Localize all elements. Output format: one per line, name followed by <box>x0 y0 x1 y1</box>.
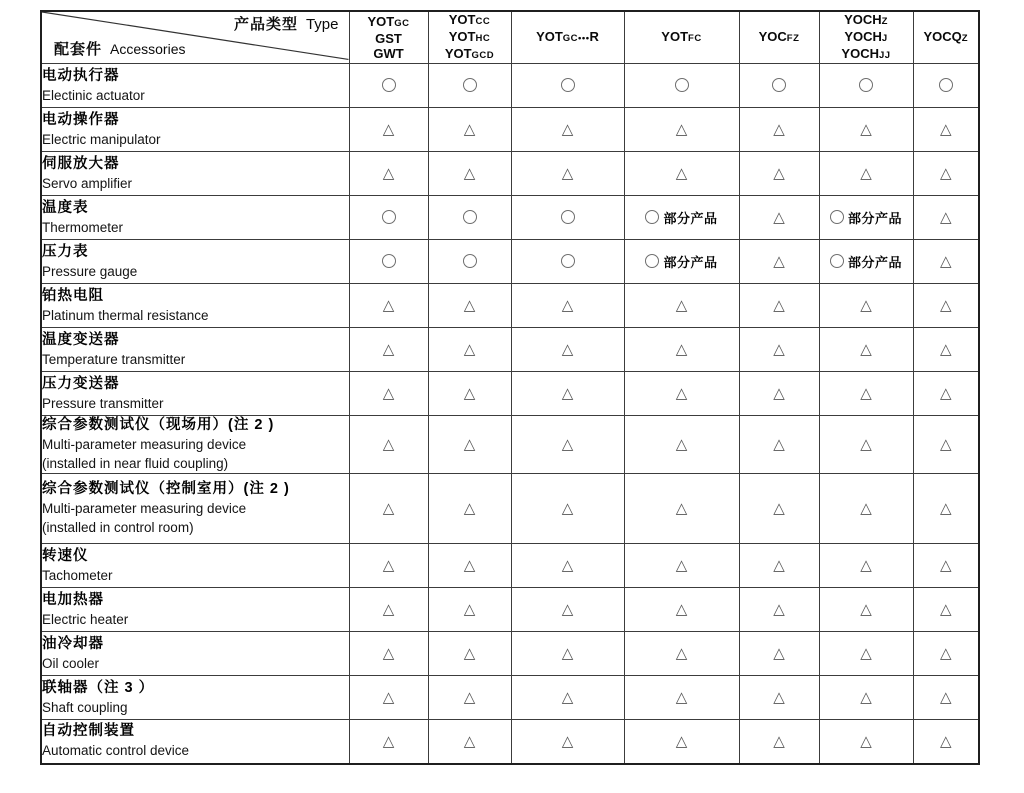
triangle-symbol-cell <box>739 632 819 676</box>
triangle-symbol-cell <box>428 108 511 152</box>
triangle-icon: △ <box>860 557 872 574</box>
circle-symbol-cell <box>349 196 428 240</box>
triangle-symbol-cell <box>913 474 979 544</box>
triangle-symbol-cell <box>624 632 739 676</box>
triangle-symbol-cell <box>739 588 819 632</box>
triangle-icon: △ <box>561 500 574 517</box>
triangle-icon: △ <box>773 436 785 453</box>
header-row <box>41 11 979 64</box>
triangle-symbol-cell <box>349 152 428 196</box>
triangle-symbol-cell <box>511 632 624 676</box>
triangle-symbol-cell <box>511 284 624 328</box>
triangle-icon: △ <box>561 557 574 574</box>
triangle-icon: △ <box>463 557 476 574</box>
triangle-icon: △ <box>561 121 574 138</box>
table-row <box>41 720 979 764</box>
triangle-symbol-cell <box>624 416 739 474</box>
triangle-symbol-cell <box>511 108 624 152</box>
circle-icon <box>645 254 659 268</box>
triangle-symbol-cell <box>428 632 511 676</box>
triangle-icon: △ <box>939 341 952 358</box>
table-row <box>41 474 979 544</box>
table-row <box>41 676 979 720</box>
triangle-icon: △ <box>939 121 952 138</box>
triangle-symbol-cell <box>819 720 913 764</box>
circle-symbol-cell <box>428 64 511 108</box>
triangle-icon: △ <box>939 165 952 182</box>
circle-icon <box>561 78 575 92</box>
triangle-icon: △ <box>675 601 688 618</box>
triangle-icon: △ <box>382 121 395 138</box>
circle-icon <box>939 78 953 92</box>
column-header-yocqz: YOCQZ <box>913 11 979 64</box>
triangle-symbol-cell <box>349 328 428 372</box>
triangle-symbol-cell <box>739 372 819 416</box>
triangle-icon: △ <box>382 341 395 358</box>
triangle-icon: △ <box>463 165 476 182</box>
triangle-symbol-cell <box>913 544 979 588</box>
triangle-icon: △ <box>463 385 476 402</box>
triangle-icon: △ <box>561 297 574 314</box>
triangle-symbol-cell <box>511 474 624 544</box>
triangle-symbol-cell <box>624 328 739 372</box>
column-header-yocfz: YOCFZ <box>739 11 819 64</box>
table-row <box>41 372 979 416</box>
triangle-icon: △ <box>773 385 785 402</box>
triangle-icon: △ <box>463 436 476 453</box>
triangle-symbol-cell <box>913 372 979 416</box>
triangle-symbol-cell <box>428 544 511 588</box>
triangle-icon: △ <box>675 341 688 358</box>
triangle-icon: △ <box>561 436 574 453</box>
triangle-icon: △ <box>463 341 476 358</box>
triangle-symbol-cell <box>913 676 979 720</box>
triangle-symbol-cell <box>624 544 739 588</box>
triangle-symbol-cell <box>739 240 819 284</box>
triangle-symbol-cell <box>739 416 819 474</box>
row-label: 电动操作器 Electric manipulator <box>41 108 349 152</box>
triangle-symbol-cell <box>819 328 913 372</box>
circle-icon <box>772 78 786 92</box>
triangle-icon: △ <box>860 165 872 182</box>
triangle-icon: △ <box>382 645 395 662</box>
triangle-symbol-cell <box>349 676 428 720</box>
triangle-symbol-cell <box>819 588 913 632</box>
circle-symbol-cell <box>739 64 819 108</box>
circle-partial-product-cell <box>819 240 913 284</box>
triangle-icon: △ <box>860 732 872 750</box>
triangle-symbol-cell <box>349 720 428 764</box>
triangle-symbol-cell <box>511 720 624 764</box>
partial-product-label: 部分产品 <box>663 211 718 226</box>
triangle-icon: △ <box>860 436 872 453</box>
column-header-yotgc-r: YOTGC•••R <box>511 11 624 64</box>
triangle-symbol-cell <box>349 632 428 676</box>
circle-symbol-cell <box>913 64 979 108</box>
triangle-icon: △ <box>939 253 952 270</box>
triangle-symbol-cell <box>428 676 511 720</box>
triangle-symbol-cell <box>428 152 511 196</box>
triangle-symbol-cell <box>511 372 624 416</box>
circle-symbol-cell <box>511 64 624 108</box>
triangle-icon: △ <box>463 500 476 517</box>
triangle-icon: △ <box>382 436 395 453</box>
table-row <box>41 64 979 108</box>
triangle-symbol-cell <box>428 284 511 328</box>
table-row <box>41 416 979 474</box>
triangle-symbol-cell <box>913 416 979 474</box>
triangle-symbol-cell <box>819 372 913 416</box>
triangle-icon: △ <box>675 121 688 138</box>
triangle-icon: △ <box>675 436 688 453</box>
triangle-symbol-cell <box>913 152 979 196</box>
triangle-symbol-cell <box>739 152 819 196</box>
triangle-symbol-cell <box>511 328 624 372</box>
row-label: 压力表 Pressure gauge <box>41 240 349 284</box>
triangle-symbol-cell <box>913 108 979 152</box>
triangle-icon: △ <box>939 557 952 574</box>
triangle-symbol-cell <box>349 474 428 544</box>
row-label: 综合参数测试仪（现场用）(注 2 ) Multi-parameter measuring device (installed in near fluid coupling) <box>41 416 349 474</box>
corner-label-accessories: 配套件 Accessories <box>54 41 186 58</box>
circle-symbol-cell <box>624 64 739 108</box>
triangle-icon: △ <box>860 385 872 402</box>
circle-icon <box>830 210 844 224</box>
triangle-icon: △ <box>382 557 395 574</box>
circle-partial-product-cell <box>624 240 739 284</box>
triangle-symbol-cell <box>428 720 511 764</box>
triangle-icon: △ <box>675 297 688 314</box>
triangle-icon: △ <box>773 253 785 270</box>
triangle-symbol-cell <box>428 372 511 416</box>
column-header-yochz-yochj-yochjj: YOCHZ YOCHJ YOCHJJ <box>819 11 913 64</box>
table-body <box>41 64 979 764</box>
triangle-symbol-cell <box>739 108 819 152</box>
circle-icon <box>463 254 477 268</box>
triangle-symbol-cell <box>349 372 428 416</box>
triangle-icon: △ <box>561 601 574 618</box>
corner-label-product-type: 产品类型 Type <box>233 16 339 33</box>
triangle-icon: △ <box>675 165 688 182</box>
triangle-symbol-cell <box>511 544 624 588</box>
triangle-icon: △ <box>382 732 395 750</box>
circle-icon <box>859 78 873 92</box>
circle-icon <box>463 210 477 224</box>
triangle-icon: △ <box>382 297 395 314</box>
triangle-icon: △ <box>561 165 574 182</box>
row-label: 温度表 Thermometer <box>41 196 349 240</box>
triangle-icon: △ <box>773 645 785 662</box>
triangle-symbol-cell <box>624 676 739 720</box>
triangle-symbol-cell <box>624 372 739 416</box>
triangle-icon: △ <box>561 385 574 402</box>
table-row <box>41 284 979 328</box>
table-row <box>41 108 979 152</box>
triangle-symbol-cell <box>739 676 819 720</box>
triangle-icon: △ <box>561 341 574 358</box>
circle-icon <box>561 210 575 224</box>
triangle-symbol-cell <box>913 588 979 632</box>
triangle-icon: △ <box>463 601 476 618</box>
triangle-icon: △ <box>939 385 952 402</box>
partial-product-label: 部分产品 <box>847 255 902 270</box>
triangle-symbol-cell <box>739 284 819 328</box>
row-label: 转速仪 Tachometer <box>41 544 349 588</box>
triangle-symbol-cell <box>739 720 819 764</box>
triangle-icon: △ <box>860 645 872 662</box>
circle-icon <box>382 254 396 268</box>
triangle-icon: △ <box>860 689 872 706</box>
triangle-icon: △ <box>773 500 785 517</box>
circle-partial-product-cell <box>819 196 913 240</box>
triangle-symbol-cell <box>428 474 511 544</box>
triangle-icon: △ <box>773 297 785 314</box>
row-label: 铂热电阻 Platinum thermal resistance <box>41 284 349 328</box>
triangle-symbol-cell <box>819 544 913 588</box>
triangle-icon: △ <box>773 601 785 618</box>
circle-partial-product-cell <box>624 196 739 240</box>
triangle-symbol-cell <box>624 474 739 544</box>
triangle-icon: △ <box>939 645 952 662</box>
triangle-icon: △ <box>860 297 872 314</box>
partial-product-label: 部分产品 <box>847 211 902 226</box>
triangle-icon: △ <box>382 385 395 402</box>
triangle-symbol-cell <box>819 416 913 474</box>
triangle-icon: △ <box>463 121 476 138</box>
triangle-icon: △ <box>939 689 952 706</box>
table-row <box>41 152 979 196</box>
triangle-symbol-cell <box>819 108 913 152</box>
triangle-icon: △ <box>860 601 872 618</box>
triangle-symbol-cell <box>913 720 979 764</box>
row-label: 自动控制装置 Automatic control device <box>41 720 349 764</box>
triangle-symbol-cell <box>739 474 819 544</box>
triangle-icon: △ <box>773 165 785 182</box>
triangle-icon: △ <box>675 385 688 402</box>
circle-symbol-cell <box>349 240 428 284</box>
triangle-symbol-cell <box>428 416 511 474</box>
triangle-icon: △ <box>561 645 574 662</box>
triangle-icon: △ <box>773 557 785 574</box>
row-label: 联轴器（注 3 ） Shaft coupling <box>41 676 349 720</box>
triangle-icon: △ <box>675 732 688 750</box>
triangle-symbol-cell <box>428 328 511 372</box>
triangle-symbol-cell <box>739 328 819 372</box>
triangle-icon: △ <box>939 601 952 618</box>
triangle-symbol-cell <box>739 196 819 240</box>
triangle-icon: △ <box>860 121 872 138</box>
circle-icon <box>645 210 659 224</box>
triangle-symbol-cell <box>428 588 511 632</box>
triangle-symbol-cell <box>913 284 979 328</box>
triangle-symbol-cell <box>511 152 624 196</box>
triangle-icon: △ <box>463 689 476 706</box>
row-label: 电动执行器 Electinic actuator <box>41 64 349 108</box>
row-label: 电加热器 Electric heater <box>41 588 349 632</box>
triangle-icon: △ <box>773 209 785 226</box>
triangle-icon: △ <box>773 689 785 706</box>
table-row <box>41 588 979 632</box>
triangle-symbol-cell <box>624 720 739 764</box>
row-label: 伺服放大器 Servo amplifier <box>41 152 349 196</box>
row-label: 温度变送器 Temperature transmitter <box>41 328 349 372</box>
triangle-icon: △ <box>939 209 952 226</box>
triangle-icon: △ <box>939 500 952 517</box>
triangle-icon: △ <box>939 732 952 750</box>
circle-icon <box>463 78 477 92</box>
circle-symbol-cell <box>349 64 428 108</box>
triangle-icon: △ <box>382 500 395 517</box>
triangle-icon: △ <box>675 689 688 706</box>
triangle-symbol-cell <box>819 284 913 328</box>
triangle-symbol-cell <box>913 196 979 240</box>
circle-symbol-cell <box>819 64 913 108</box>
triangle-icon: △ <box>860 341 872 358</box>
circle-icon <box>382 210 396 224</box>
triangle-symbol-cell <box>511 588 624 632</box>
triangle-symbol-cell <box>511 676 624 720</box>
triangle-symbol-cell <box>913 328 979 372</box>
triangle-icon: △ <box>773 341 785 358</box>
triangle-icon: △ <box>860 500 872 517</box>
circle-icon <box>830 254 844 268</box>
triangle-icon: △ <box>382 165 395 182</box>
triangle-icon: △ <box>463 645 476 662</box>
triangle-icon: △ <box>675 645 688 662</box>
triangle-icon: △ <box>773 121 785 138</box>
circle-symbol-cell <box>428 196 511 240</box>
triangle-symbol-cell <box>349 416 428 474</box>
triangle-symbol-cell <box>819 676 913 720</box>
triangle-symbol-cell <box>349 284 428 328</box>
triangle-icon: △ <box>382 601 395 618</box>
accessories-compatibility-table <box>40 10 980 765</box>
triangle-symbol-cell <box>624 108 739 152</box>
table-row <box>41 544 979 588</box>
triangle-symbol-cell <box>624 284 739 328</box>
table-row <box>41 328 979 372</box>
triangle-symbol-cell <box>624 588 739 632</box>
triangle-icon: △ <box>773 732 785 750</box>
table-row <box>41 240 979 284</box>
table-header <box>41 11 979 64</box>
triangle-icon: △ <box>463 297 476 314</box>
table-corner-cell <box>41 11 349 64</box>
triangle-symbol-cell <box>819 152 913 196</box>
circle-symbol-cell <box>511 196 624 240</box>
triangle-icon: △ <box>382 689 395 706</box>
triangle-symbol-cell <box>349 588 428 632</box>
triangle-symbol-cell <box>349 108 428 152</box>
triangle-icon: △ <box>561 689 574 706</box>
triangle-icon: △ <box>939 297 952 314</box>
triangle-symbol-cell <box>819 632 913 676</box>
circle-icon <box>561 254 575 268</box>
triangle-symbol-cell <box>739 544 819 588</box>
column-header-yotgc-gst-gwt: YOTGC GST GWT <box>349 11 428 64</box>
triangle-symbol-cell <box>913 240 979 284</box>
circle-symbol-cell <box>428 240 511 284</box>
partial-product-label: 部分产品 <box>663 255 718 270</box>
column-header-yotcc-yothc-yotgcd: YOTCC YOTHC YOTGCD <box>428 11 511 64</box>
table-row <box>41 196 979 240</box>
triangle-symbol-cell <box>511 416 624 474</box>
triangle-icon: △ <box>675 557 688 574</box>
triangle-icon: △ <box>561 732 574 750</box>
column-header-yotfc: YOTFC <box>624 11 739 64</box>
triangle-symbol-cell <box>913 632 979 676</box>
row-label: 压力变送器 Pressure transmitter <box>41 372 349 416</box>
circle-icon <box>382 78 396 92</box>
triangle-symbol-cell <box>819 474 913 544</box>
row-label: 综合参数测试仪（控制室用）(注 2 ) Multi-parameter measuring device (installed in control room) <box>41 474 349 544</box>
table-row <box>41 632 979 676</box>
triangle-icon: △ <box>675 500 688 517</box>
triangle-icon: △ <box>939 436 952 453</box>
row-label: 油冷却器 Oil cooler <box>41 632 349 676</box>
triangle-symbol-cell <box>349 544 428 588</box>
circle-symbol-cell <box>511 240 624 284</box>
triangle-icon: △ <box>463 732 476 750</box>
triangle-symbol-cell <box>624 152 739 196</box>
circle-icon <box>675 78 689 92</box>
